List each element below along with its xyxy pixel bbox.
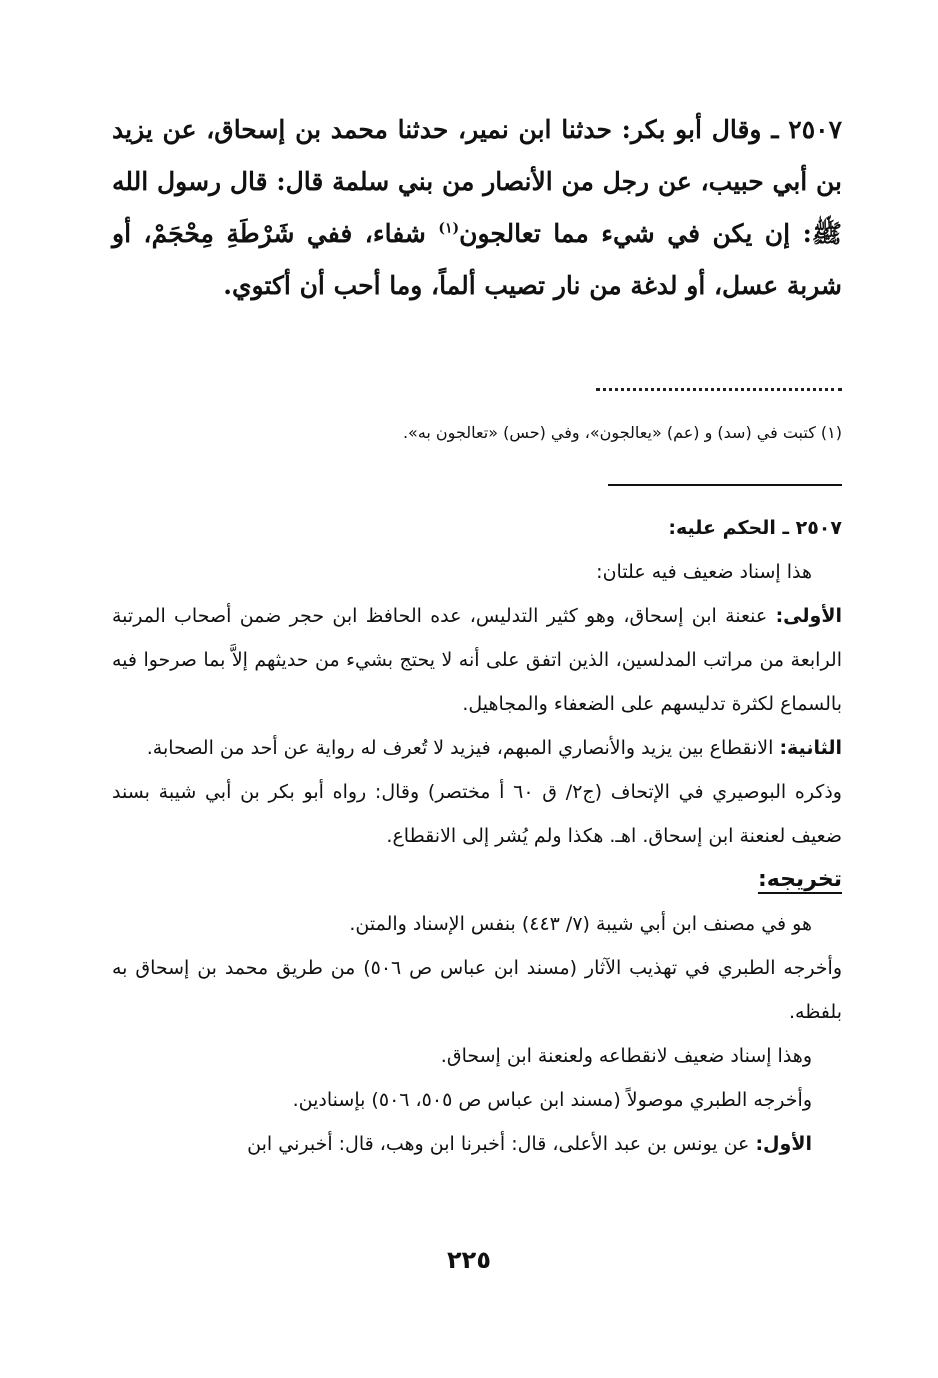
commentary-section — [112, 506, 842, 1166]
footnote-reference[interactable]: (١) — [438, 220, 460, 237]
takhrij-line-1: هو في مصنف ابن أبي شيبة (٧/ ٤٤٣) بنفس الإسناد والمتن. — [349, 913, 812, 935]
hadith-text — [112, 104, 842, 312]
takhrij-line-5 — [112, 1122, 842, 1166]
takhrij-line-3: وهذا إسناد ضعيف لانقطاعه ولعنعنة ابن إسحاق. — [440, 1045, 812, 1067]
first-chain-label: الأول: — [755, 1133, 812, 1155]
ruling-heading: ٢٥٠٧ ـ الحكم عليه: — [668, 517, 842, 539]
page-number: ٢٢٥ — [447, 1246, 491, 1274]
first-defect-text: عنعنة ابن إسحاق، وهو كثير التدليس، عده الحافظ ابن حجر ضمن أصحاب المرتبة الرابعة من مراتب المدلسين، الذين اتفق على أنه لا يحتج بشيء من حديثهم إلاَّ بما صرحوا فيه بالسماع لكثرة تدليسهم على الضعفاء والمجاهيل. — [112, 605, 842, 715]
hadith-body-part2: شفاء، ففي شَرْطَةِ مِحْجَمْ، أو شربة عسل، أو لدغة من نار تصيب ألماً، وما أحب أن أكتوي. — [112, 219, 842, 300]
second-defect-text: الانقطاع بين يزيد والأنصاري المبهم، فيزيد لا تُعرف له رواية عن أحد من الصحابة. — [146, 737, 780, 759]
takhrij-heading: تخريجه: — [757, 867, 842, 892]
footnote-separator — [596, 388, 842, 395]
hadith-body-part1: وقال أبو بكر: حدثنا ابن نمير، حدثنا محمد بن إسحاق، عن يزيد بن أبي حبيب، عن رجل من الأنصار من بني سلمة قال: قال رسول الله ﷺ: إن يكن في شيء مما تعالجون — [112, 115, 842, 248]
ruling-intro: هذا إسناد ضعيف فيه علتان: — [596, 561, 812, 583]
takhrij-line-2: وأخرجه الطبري في تهذيب الآثار (مسند ابن عباس ص ٥٠٦) من طريق محمد بن إسحاق به بلفظه. — [112, 957, 842, 1023]
second-defect-label: الثانية: — [779, 737, 842, 759]
footnote: (١) كتبت في (سد) و (عم) «يعالجون»، وفي (حس) «تعالجون به». — [402, 423, 842, 442]
hadith-number: ٢٥٠٧ ـ — [771, 115, 843, 144]
section-divider — [608, 484, 842, 486]
busiri-note: وذكره البوصيري في الإتحاف (ج٢/ ق ٦٠ أ مختصر) وقال: رواه أبو بكر بن أبي شيبة بسند ضعيف لعنعنة ابن إسحاق. اهـ. هكذا ولم يُشر إلى الانقطاع. — [112, 781, 842, 847]
second-defect — [112, 726, 842, 770]
first-defect — [112, 594, 842, 726]
first-chain-text: عن يونس بن عبد الأعلى، قال: أخبرنا ابن وهب، قال: أخبرني ابن — [247, 1133, 756, 1155]
first-defect-label: الأولى: — [775, 605, 842, 627]
takhrij-line-4: وأخرجه الطبري موصولاً (مسند ابن عباس ص ٥٠٥، ٥٠٦) بإسنادين. — [292, 1089, 812, 1111]
